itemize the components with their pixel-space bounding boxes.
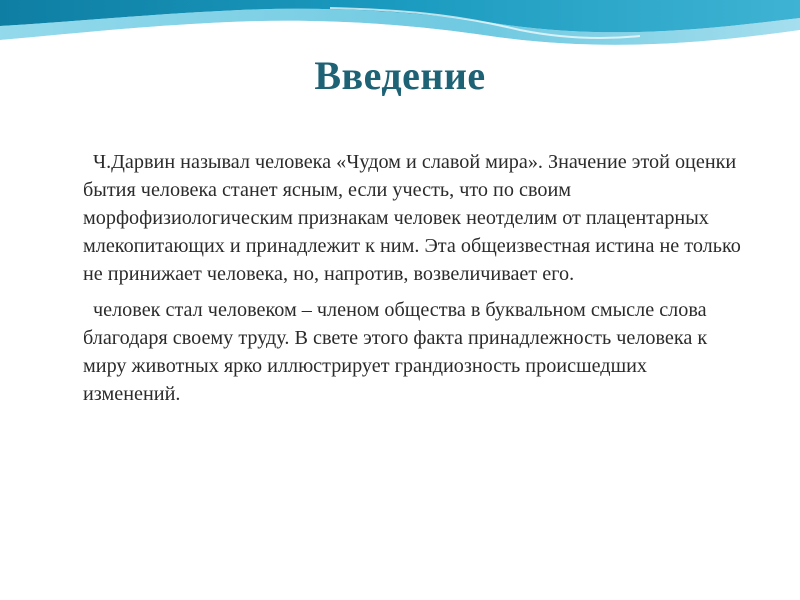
- paragraph-2: человек стал человеком – членом общества в буквальном смысле слова благодаря своему труду. В свете этого факта принадлежность человека к миру животных ярко иллюстрирует грандиозность происшедших изменений.: [83, 299, 708, 405]
- paragraph-1: Ч.Дарвин называл человека «Чудом и славой мира». Значение этой оценки бытия человека станет ясным, если учесть, что по своим морфофизиологическим признакам человек неотделим от плацентарных млекопитающих и принадлежит к ним. Эта общеизвестная истина не только не принижает человека, но, напротив, возвеличивает его.: [83, 151, 741, 285]
- slide-title: Введение: [314, 53, 486, 98]
- slide-body: [83, 148, 743, 408]
